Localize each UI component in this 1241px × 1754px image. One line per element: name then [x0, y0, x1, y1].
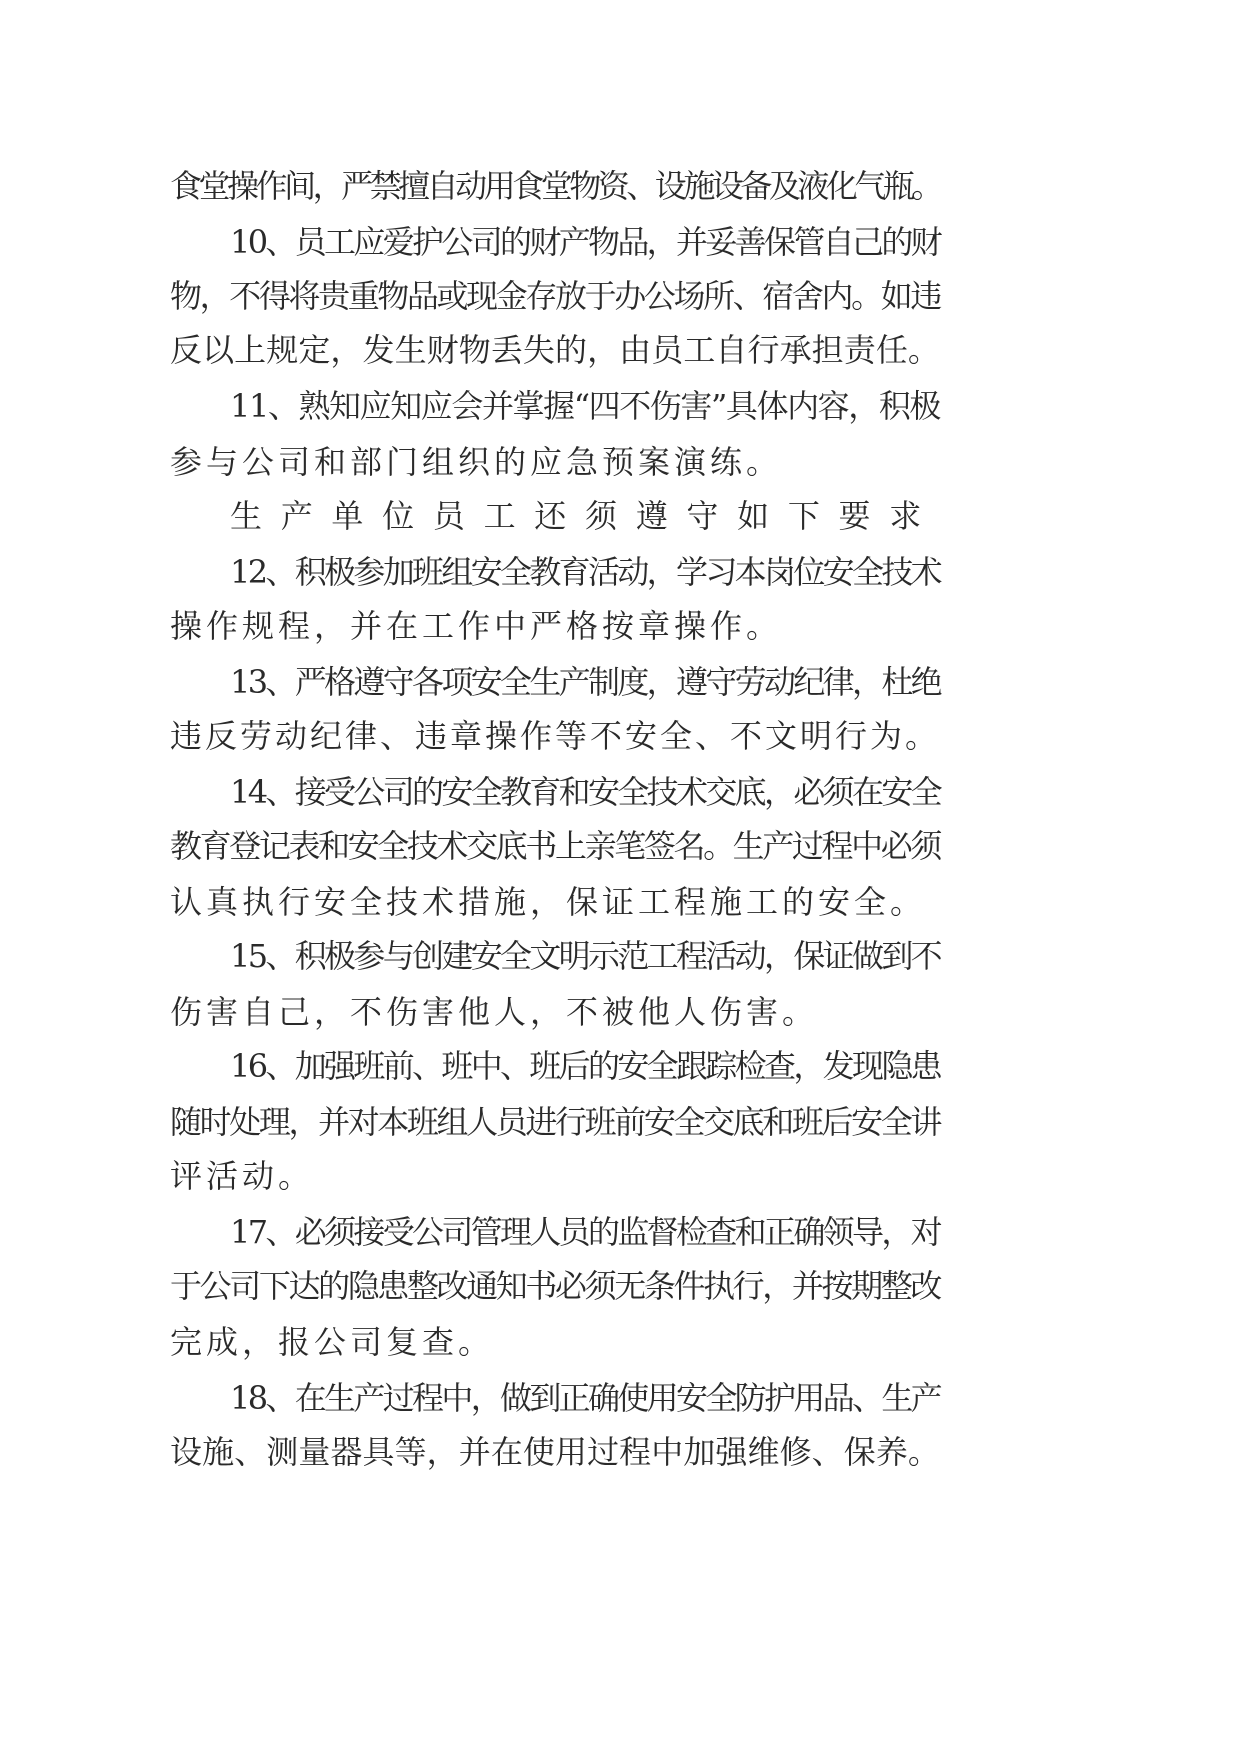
text-line-15: 15、积极参与创建安全文明示范工程活动，保证做到不	[230, 937, 940, 975]
text-line-5: 11、熟知应知应会并掌握“四不伤害”具体内容，积极	[230, 387, 940, 425]
text-line-4: 反以上规定，发生财物丢失的，由员工自行承担责任。	[170, 331, 940, 369]
text-line-10: 13、严格遵守各项安全生产制度，遵守劳动纪律，杜绝	[230, 663, 940, 701]
text-line-8: 12、积极参加班组安全教育活动，学习本岗位安全技术	[230, 553, 940, 591]
text-line-1: 食堂操作间，严禁擅自动用食堂物资、设施设备及液化气瓶。	[170, 167, 940, 205]
text-line-20: 17、必须接受公司管理人员的监督检查和正确领导，对	[230, 1213, 940, 1251]
text-line-24: 设施、测量器具等，并在使用过程中加强维修、保养。	[170, 1433, 940, 1471]
text-line-14: 认真执行安全技术措施，保证工程施工的安全。	[170, 883, 927, 921]
text-line-19: 评活动。	[170, 1157, 315, 1195]
text-line-6: 参与公司和部门组织的应急预案演练。	[170, 443, 783, 481]
text-line-11: 违反劳动纪律、违章操作等不安全、不文明行为。	[170, 717, 940, 755]
text-line-23: 18、在生产过程中，做到正确使用安全防护用品、生产	[230, 1379, 940, 1417]
text-line-12: 14、接受公司的安全教育和安全技术交底，必须在安全	[230, 773, 940, 811]
text-line-3: 物，不得将贵重物品或现金存放于办公场所、宿舍内。如违	[170, 277, 940, 315]
text-line-2: 10、员工应爱护公司的财产物品，并妥善保管自己的财	[230, 223, 940, 261]
text-line-13: 教育登记表和安全技术交底书上亲笔签名。生产过程中必须	[170, 827, 940, 865]
text-line-9: 操作规程，并在工作中严格按章操作。	[170, 607, 783, 645]
text-line-16: 伤害自己，不伤害他人，不被他人伤害。	[170, 993, 819, 1031]
text-line-17: 16、加强班前、班中、班后的安全跟踪检查，发现隐患	[230, 1047, 940, 1085]
text-line-21: 于公司下达的隐患整改通知书必须无条件执行，并按期整改	[170, 1267, 940, 1305]
text-line-7: 生产单位员工还须遵守如下要求	[230, 497, 940, 535]
text-line-22: 完成，报公司复查。	[170, 1323, 495, 1361]
text-line-18: 随时处理，并对本班组人员进行班前安全交底和班后安全讲	[170, 1103, 940, 1141]
